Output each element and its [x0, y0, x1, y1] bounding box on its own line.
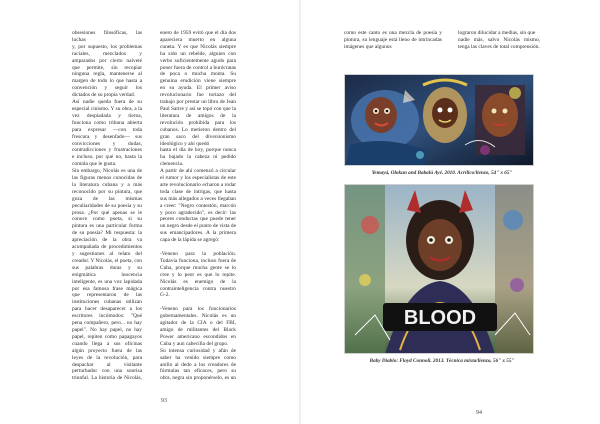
caption-painting-1: Yemayá, Olokun and Babalú Ayé. 2010. Acrílico/lienzo, 54" x 65": [371, 170, 513, 176]
painting-yemaya-olokun-babalu-aye: [344, 74, 534, 166]
left-page-column-1: [72, 30, 142, 380]
painting-image: [345, 75, 534, 166]
right-page-column-1: [344, 30, 442, 66]
book-gutter: [299, 0, 301, 424]
painting-image: [345, 185, 534, 354]
body-text: obsesiones filosóficas, las luchas y, por supuesto, los problemas raciales, mezclados y amparados por cierto naiveté que permite, sin recopiar ninguna regla, mantenerse al margen de todo lo que hasta a convención y seguir los dictados de su propia verdad. Así nadie queda fuera de su especial cinismo. Y su obra, a la vez despiadada y tierna, funciona como tribuna abierta para expresar —con toda frescura y desenfado— sus convicciones y dudas, contradicciones y frustraciones e incluso, por qué no, hasta la comida que le gusta. Sin embargo, Nicolás es una de las figuras menos conocidas de la literatura cubana y a más reconocido por su pintura, que goza de las mismas peculiaridades de su poesía y su prosa. ¿Por qué apenas se le conoce como poeta, si su pintura es una particular forma de su poesía? Mi respuesta: la apreciación de la obra va acompañada de procedimientos y sugestiones al relato del creador. Y Nicolás, el poeta, con sus palabras duras y su enigmática inocencia inteligente, es una voz lapidada por esa famosa frase mágica que representaron de las instituciones cubanas utilizan para hacer desaparecer a los escritores incómodos: "Qué pena compañero, pero... no hay papel". No hay papel, no hay papel, repiten como papagayos cuando llega a sus oficinas algún proyecto fuera de las leyes de la revolución, para despachar al visitante perturbador con una sonrisa triunfal. La historia de Nicolás,: [72, 30, 142, 380]
painting-baby-diablo: [344, 184, 534, 354]
left-page-column-2: [160, 30, 236, 382]
painting-lettering: BLOOD: [403, 307, 477, 329]
page-number-right: 94: [476, 410, 482, 416]
caption-painting-2: Baby Diablo: Floyd Connoli. 2013. Técnica mixta/lienzo, 56" x 55": [369, 358, 515, 364]
page-number-left: 93: [161, 398, 167, 404]
body-text: lograron dilucidar a medias, sin que nadie más, salvo Nicolás mismo, tenga las claves de total comprensión.: [458, 30, 540, 50]
body-text: como este canto es una mezcla de poesía y pintura, su lenguaje está lleno de intrincadas imágenes que algunos: [344, 30, 442, 50]
right-page-column-2: [458, 30, 540, 66]
body-text: enero de 1959 evitó que el día dos apareciera muerto en alguna cuneta. Y es que Nicolás siempre ha sido un rebelde, alguien con verbo suficientemente agudo para poner fuera de control a burócratas de poca o mucha monta. Su genuina erudición viene siempre en su ayuda. El primer aviso revolucionario fue tortazo del trabajo por prestar un libro de Jean Paul Sartre y así se topó con que la literatura de amigos de la revolución prohibida para los cubanos. Lo metieron dentro del gran saco del diversionismo ideológico y ahí quedó hasta el día de hoy, porque nunca ha bajado la cabeza ni pedido clemencia. A partir de ahí comenzó a circular el rumor y los especialistas de este arte revolucionario echaron a rodar toda clase de intrigas, que hasta sus más allegados a veces llegaban a creer: "Negro contestón, marcón y poco agradecido", es decir: las peores conductas que puede tener un negro desde el punto de vista de sus emancipadores. A la primera capa de la lápida se agregó: -Veneno para la población. Todavía funciona, incluso fuera de Cuba, porque mucha gente se lo cree y lo peor es que lo repite. Nicolás es enemigo de la contrainteligencia contra nuestro G-2. -Veneno para los funcionarios gubernamentales. Nicolás es un agitador de la CIA o del FBI, amigo de militantes del Black Power americano escondidos en Cuba y aun cabecilla del grupo. Su intensa curiosidad y afán de saber ha venido siempre como anillo al dedo a los creadores de fórmulas tan eficaces, pero su obra, negra sin proponérselo, es un: [160, 30, 236, 382]
